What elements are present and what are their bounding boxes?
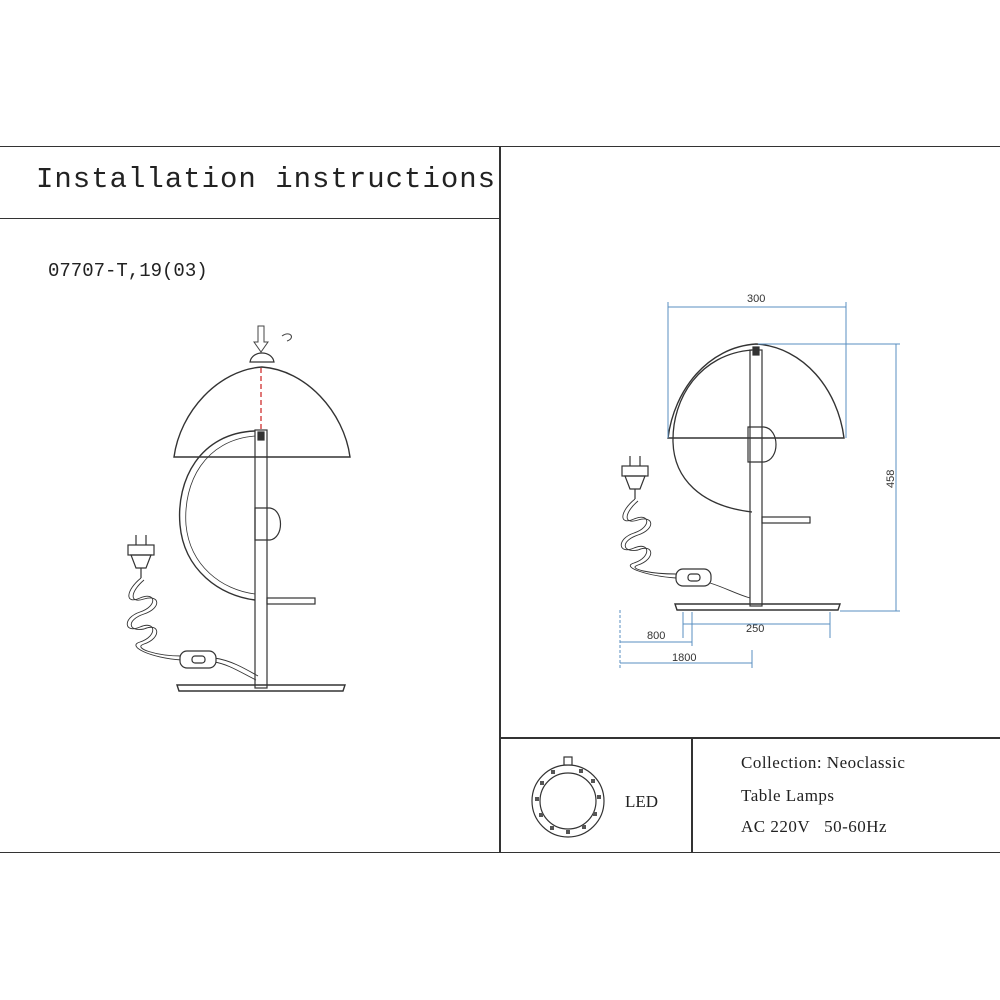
joint-knob — [255, 508, 281, 540]
led-label: LED — [625, 792, 659, 811]
finial-cap — [250, 353, 274, 362]
rotate-icon — [282, 334, 291, 341]
dimension-lines — [620, 302, 900, 668]
collection-text: Collection: Neoclassic — [741, 753, 906, 772]
led-ring-icon — [532, 757, 604, 837]
page-title: Installation instructions — [36, 163, 497, 196]
inline-switch — [180, 651, 216, 668]
dim-stem — [750, 350, 762, 606]
side-arm — [267, 598, 315, 604]
dim-label-cord-long: 1800 — [672, 652, 697, 664]
dome-shade — [174, 367, 350, 457]
power-spec-text: AC 220V 50-60Hz — [741, 817, 888, 836]
product-type-text: Table Lamps — [741, 786, 835, 805]
assembly-drawing — [127, 326, 350, 691]
down-arrow-icon — [254, 326, 268, 352]
dim-label-cord-short: 800 — [647, 630, 666, 642]
dim-label-width: 300 — [747, 293, 766, 305]
plug-icon — [128, 535, 154, 578]
dim-inline-switch — [676, 569, 711, 586]
dim-base-plate — [675, 604, 840, 610]
dim-label-height: 458 — [885, 469, 897, 488]
dim-plug-icon — [622, 456, 648, 499]
model-number: 07707-T,19(03) — [48, 260, 208, 282]
dim-side-arm — [762, 517, 810, 523]
stem — [255, 430, 267, 688]
dim-reflector — [673, 350, 752, 512]
dim-label-base: 250 — [746, 623, 765, 635]
dimension-drawing — [621, 344, 844, 610]
dim-dome-shade — [668, 344, 844, 438]
